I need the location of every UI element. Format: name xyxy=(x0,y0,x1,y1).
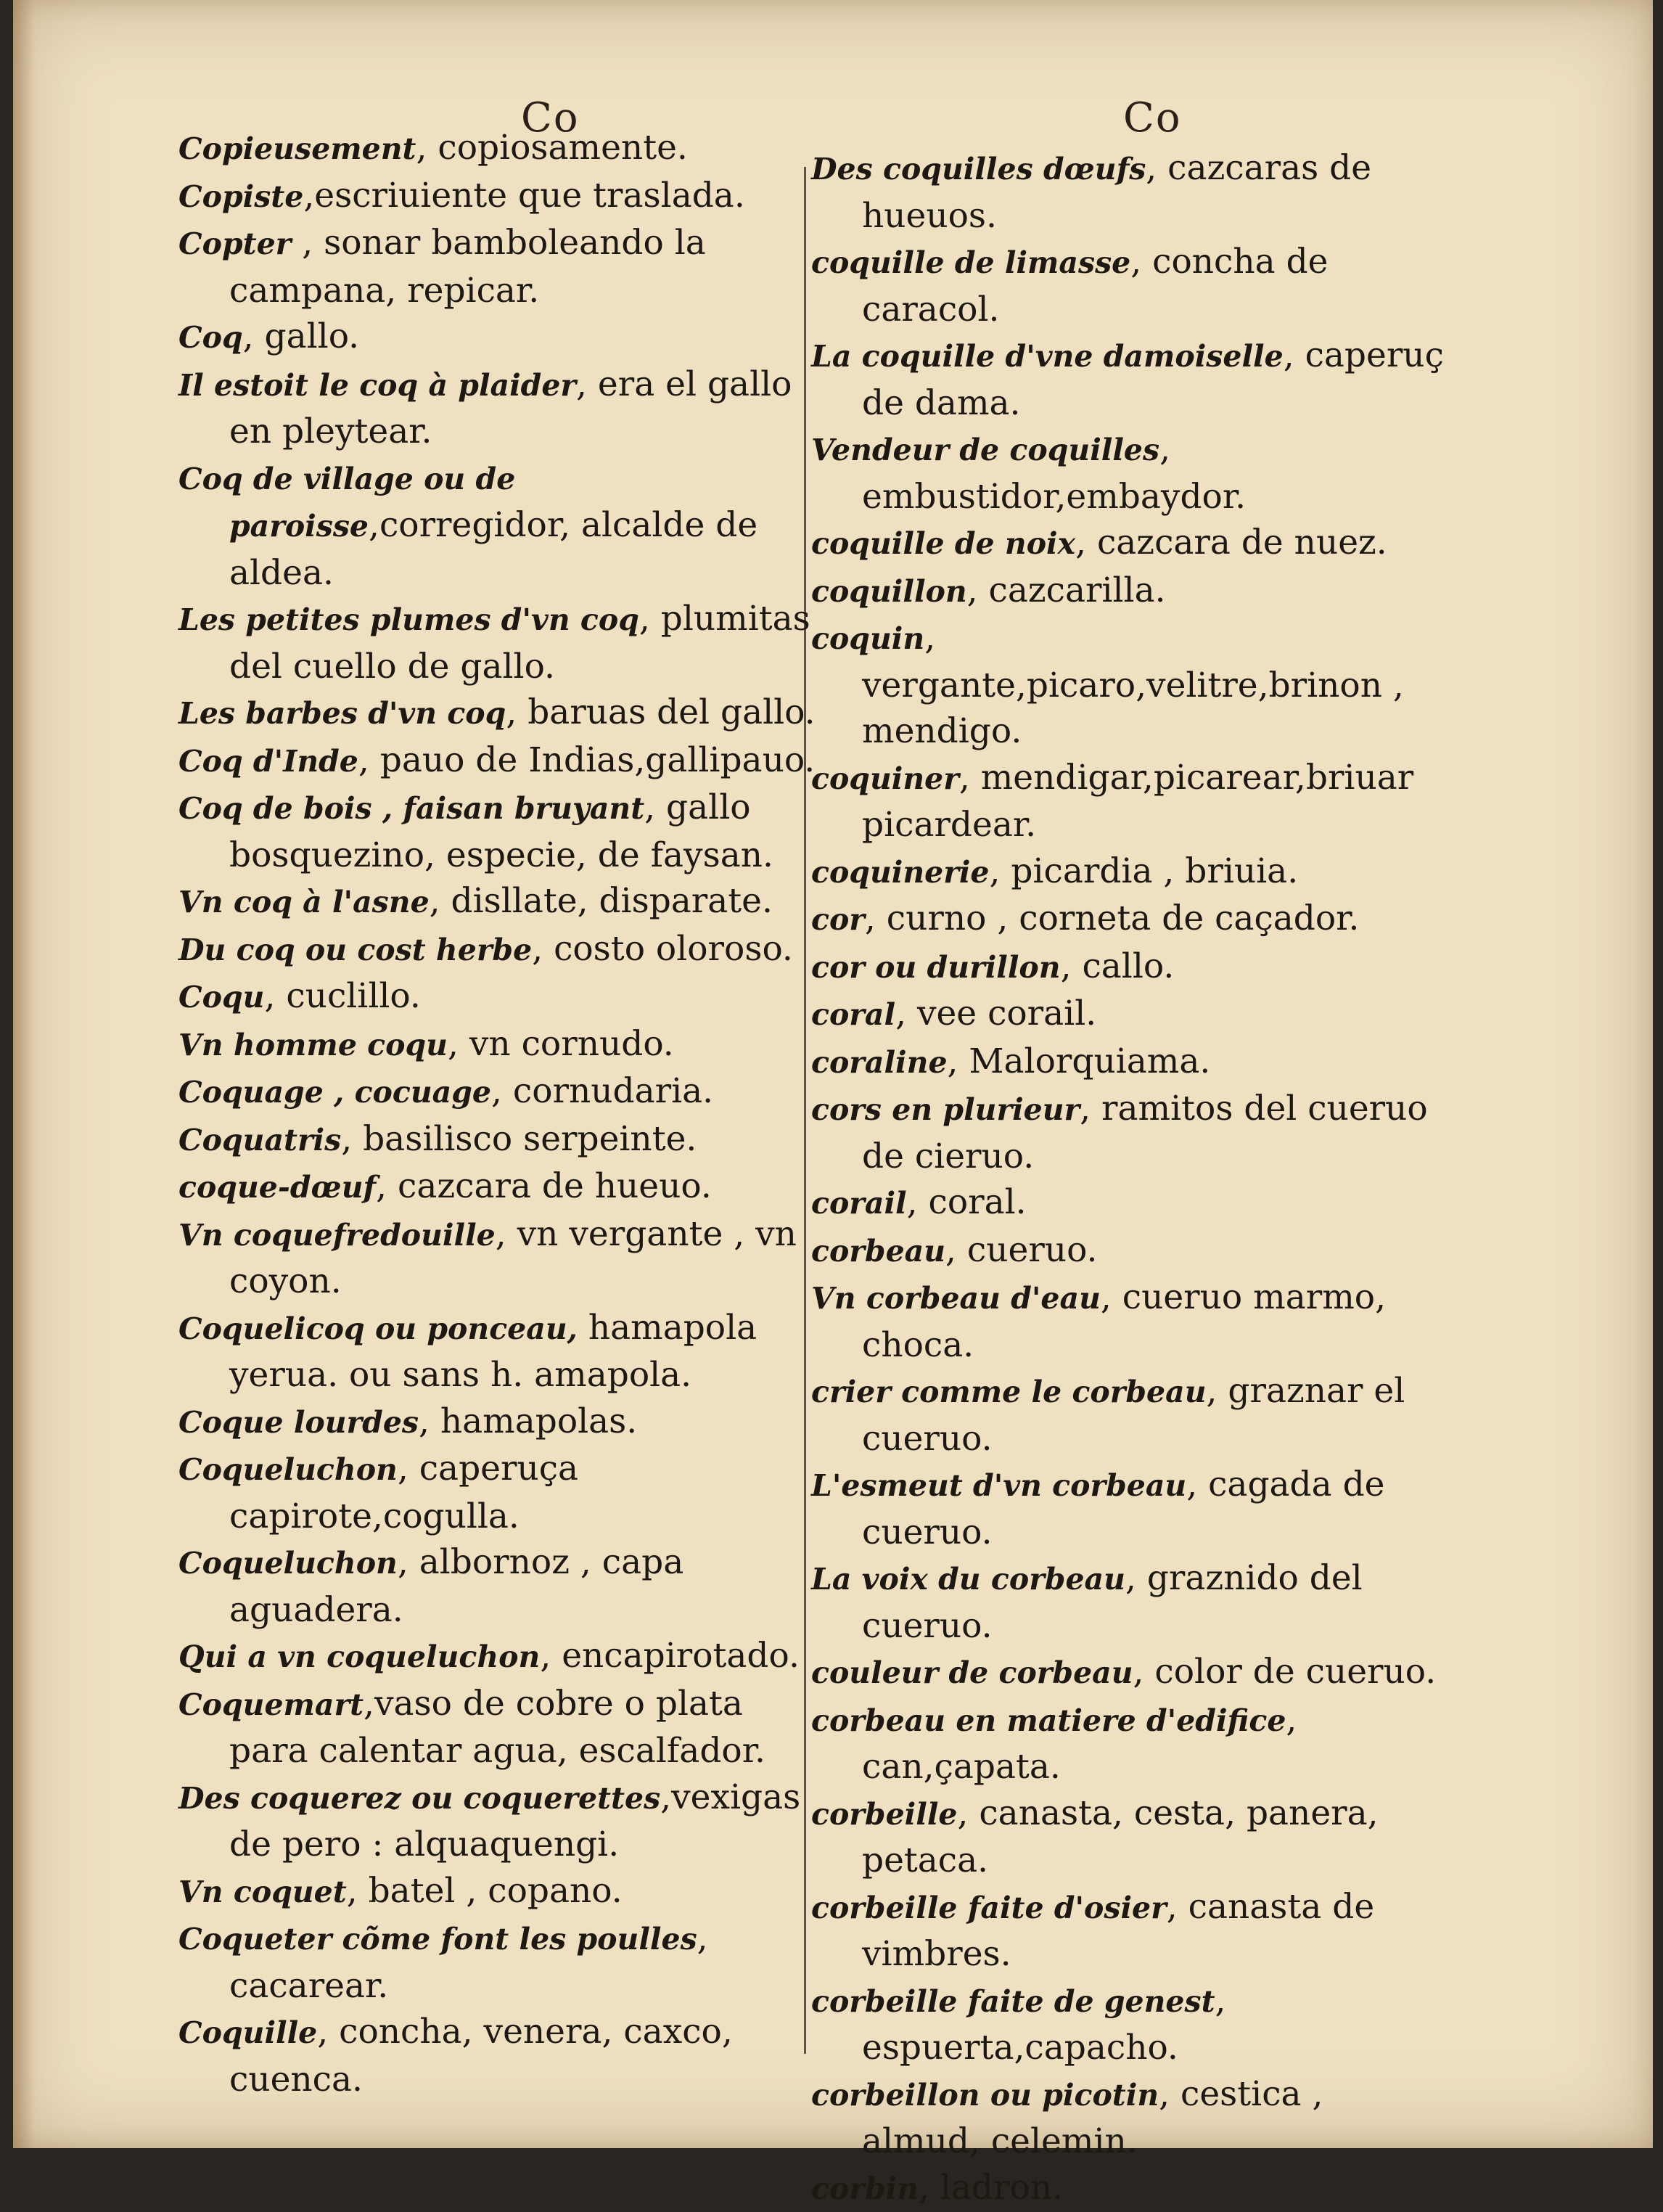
entry-headword: Vn homme coqu xyxy=(178,1028,448,1062)
dictionary-entry xyxy=(811,1274,1450,1368)
entry-definition: , plumitas del cuello de gallo. xyxy=(229,599,810,687)
entry-definition: , cazcara de nuez. xyxy=(1075,523,1387,562)
entry-headword: coraline xyxy=(811,1045,948,1080)
entry-headword: coque-dœuf xyxy=(178,1170,376,1205)
dictionary-entry xyxy=(811,332,1450,426)
entry-definition: , vee corail. xyxy=(895,994,1096,1033)
dictionary-entry xyxy=(811,1884,1450,1978)
entry-headword: Coquille xyxy=(178,2015,317,2050)
entry-definition: , costo oloroso. xyxy=(532,929,793,969)
left-column xyxy=(178,125,817,2102)
entry-headword: Copiste xyxy=(178,179,303,214)
entry-definition: , cagada de cueruo. xyxy=(862,1465,1385,1552)
entry-headword: coquillon xyxy=(811,574,967,609)
dictionary-entry xyxy=(811,520,1450,568)
dictionary-entry xyxy=(811,2071,1450,2165)
dictionary-entry xyxy=(178,1398,817,1446)
dictionary-entry xyxy=(178,1305,817,1398)
dictionary-entry xyxy=(811,426,1450,520)
entry-definition: , vergante,picaro,velitre,brinon , mendigo. xyxy=(862,618,1404,751)
entry-headword: cor ou durillon xyxy=(811,950,1061,985)
entry-headword: cors en plurieur xyxy=(811,1092,1080,1127)
dictionary-entry xyxy=(178,2009,817,2102)
dictionary-entry xyxy=(811,1086,1450,1179)
entry-definition: , sonar bamboleando la campana, repicar. xyxy=(229,223,706,311)
dictionary-entry xyxy=(178,785,817,878)
entry-definition: ,escriuiente que traslada. xyxy=(303,176,744,216)
entry-headword: Des coquilles dœufs xyxy=(811,152,1146,187)
dictionary-entry xyxy=(178,173,817,221)
right-column xyxy=(811,145,1450,2212)
entry-definition: , disllate, disparate. xyxy=(430,881,773,921)
entry-definition: , cestica , almud, celemin. xyxy=(862,2074,1323,2162)
dictionary-entry xyxy=(811,1697,1450,1790)
entry-definition: , encapirotado. xyxy=(540,1636,800,1676)
entry-definition: , callo. xyxy=(1061,946,1175,986)
entry-definition: , ladron. xyxy=(919,2168,1063,2208)
entry-headword: corail xyxy=(811,1186,907,1221)
dictionary-entry xyxy=(178,878,817,926)
entry-definition: , gallo bosquezino, especie, de faysan. xyxy=(229,787,773,875)
entry-headword: L'esmeut d'vn corbeau xyxy=(811,1468,1186,1503)
entry-headword: coquiner xyxy=(811,761,959,796)
entry-definition: , cueruo marmo, choca. xyxy=(862,1277,1386,1365)
entry-definition: , embustidor,embaydor. xyxy=(862,429,1246,517)
dictionary-entry xyxy=(811,943,1450,991)
entry-definition: , caperuça capirote,cogulla. xyxy=(229,1449,578,1536)
entry-headword: Coqueter cõme font les poulles xyxy=(178,1922,697,1957)
entry-definition: , copiosamente. xyxy=(416,128,688,168)
entry-headword: coquinerie xyxy=(811,855,990,890)
dictionary-entry xyxy=(811,568,1450,615)
entry-headword: corbeille faite de genest xyxy=(811,1984,1215,2019)
entry-definition: , coral. xyxy=(907,1182,1027,1222)
entry-definition: , cazcaras de hueuos. xyxy=(862,148,1371,236)
entry-headword: Du coq ou cost herbe xyxy=(178,933,532,967)
entry-definition: , basilisco serpeinte. xyxy=(341,1119,697,1159)
entry-headword: Copieusement xyxy=(178,131,416,166)
entry-headword: Vendeur de coquilles xyxy=(811,433,1159,467)
entry-definition: , canasta, cesta, panera, petaca. xyxy=(862,1793,1379,1881)
entry-headword: Des coquerez ou coquerettes xyxy=(178,1781,660,1816)
dictionary-entry xyxy=(178,1021,817,1069)
entry-headword: Il estoit le coq à plaider xyxy=(178,368,576,403)
dictionary-entry xyxy=(811,848,1450,896)
entry-headword: Qui a vn coqueluchon xyxy=(178,1639,540,1674)
entry-definition: , albornoz , capa aguadera. xyxy=(229,1542,683,1630)
entry-headword: Les petites plumes d'vn coq xyxy=(178,602,639,637)
dictionary-entry xyxy=(811,145,1450,239)
entry-definition: , Malorquiama. xyxy=(948,1041,1211,1081)
entry-headword: corbeillon ou picotin xyxy=(811,2078,1159,2113)
entry-headword: corbeau xyxy=(811,1234,945,1269)
right-column-header: Co xyxy=(1123,94,1182,142)
entry-headword: coral xyxy=(811,997,895,1032)
dictionary-entry xyxy=(178,1446,817,1539)
entry-definition: , ramitos del cueruo de cieruo. xyxy=(862,1089,1428,1176)
entry-definition: , color de cueruo. xyxy=(1133,1652,1437,1692)
entry-headword: cor xyxy=(811,902,865,937)
entry-definition: , mendigar,picarear,briuar picardear. xyxy=(862,758,1413,845)
entry-headword: corbeille faite d'osier xyxy=(811,1891,1167,1925)
dictionary-page xyxy=(13,0,1653,2148)
dictionary-entry xyxy=(811,1039,1450,1086)
entry-headword: crier comme le corbeau xyxy=(811,1375,1207,1409)
entry-headword: Vn coquefredouille xyxy=(178,1218,496,1253)
entry-definition: , cuclillo. xyxy=(264,976,420,1016)
entry-headword: coquille de noix xyxy=(811,526,1075,561)
entry-headword: Coq de village ou de paroisse xyxy=(178,462,515,544)
entry-definition: , pauo de Indias,gallipauo. xyxy=(358,740,815,780)
entry-definition: , picardia , briuia. xyxy=(990,851,1299,891)
entry-definition: , batel , copano. xyxy=(347,1871,623,1911)
entry-definition: , canasta de vimbres. xyxy=(862,1887,1374,1975)
entry-headword: Copter xyxy=(178,226,291,261)
entry-headword: corbin xyxy=(811,2171,919,2206)
entry-headword: coquin xyxy=(811,621,924,656)
entry-definition: , graznido del cueruo. xyxy=(862,1558,1363,1646)
dictionary-entry xyxy=(178,1774,817,1868)
entry-headword: Vn coq à l'asne xyxy=(178,885,430,919)
entry-headword: Coquemart xyxy=(178,1687,364,1722)
dictionary-entry xyxy=(178,1116,817,1164)
entry-headword: Coqueluchon xyxy=(178,1546,398,1581)
entry-headword: Coqu xyxy=(178,980,264,1015)
entry-definition: ,vaso de cobre o plata para calentar agua, escalfador. xyxy=(229,1684,765,1771)
dictionary-entry xyxy=(178,1633,817,1681)
entry-definition: , espuerta,capacho. xyxy=(862,1980,1225,2068)
entry-headword: Vn coquet xyxy=(178,1875,347,1909)
entry-definition: ,corregidor, alcalde de aldea. xyxy=(229,505,757,593)
entry-definition: , baruas del gallo. xyxy=(506,692,815,732)
entry-definition: , cacarear. xyxy=(229,1918,708,2006)
dictionary-entry xyxy=(178,1068,817,1116)
dictionary-entry xyxy=(178,1681,817,1774)
dictionary-entry xyxy=(811,1227,1450,1275)
entry-headword: corbeau en matiere d'edifice xyxy=(811,1703,1286,1738)
dictionary-entry xyxy=(178,455,817,597)
dictionary-entry xyxy=(178,361,817,455)
dictionary-entry xyxy=(178,1868,817,1916)
dictionary-entry xyxy=(178,220,817,314)
entry-headword: corbeille xyxy=(811,1797,957,1832)
left-column-header: Co xyxy=(521,94,580,142)
dictionary-entry xyxy=(811,1790,1450,1884)
entry-headword: Coquatris xyxy=(178,1123,341,1158)
dictionary-entry xyxy=(811,755,1450,848)
entry-definition: hamapola yerua. ou sans h. amapola. xyxy=(229,1308,757,1396)
entry-headword: Les barbes d'vn coq xyxy=(178,696,506,731)
entry-definition: , cazcara de hueuo. xyxy=(376,1166,712,1206)
dictionary-entry xyxy=(178,1163,817,1211)
entry-definition: , curno , corneta de caçador. xyxy=(865,898,1360,938)
entry-headword: couleur de corbeau xyxy=(811,1655,1133,1690)
dictionary-entry xyxy=(811,1368,1450,1462)
entry-headword: Coq xyxy=(178,320,243,355)
entry-headword: Coquage , cocuage xyxy=(178,1075,491,1110)
entry-definition: , caperuç de dama. xyxy=(862,335,1444,423)
dictionary-entry xyxy=(178,596,817,689)
entry-definition: , vn vergante , vn coyon. xyxy=(229,1214,797,1302)
entry-headword: Coq d'Inde xyxy=(178,744,358,779)
entry-headword: Coque lourdes xyxy=(178,1405,419,1440)
dictionary-entry xyxy=(811,239,1450,332)
dictionary-entry xyxy=(811,1555,1450,1649)
entry-definition: , hamapolas. xyxy=(419,1401,637,1441)
dictionary-entry xyxy=(178,1915,817,2009)
dictionary-entry xyxy=(811,991,1450,1039)
dictionary-entry xyxy=(178,926,817,974)
entry-definition: , cornudaria. xyxy=(491,1071,713,1111)
entry-definition: , vn cornudo. xyxy=(448,1024,674,1064)
entry-definition: ,vexigas de pero : alquaquengi. xyxy=(229,1777,800,1865)
entry-headword: La coquille d'vne damoiselle xyxy=(811,339,1284,374)
entry-definition: , gallo. xyxy=(243,316,359,356)
entry-definition: , cueruo. xyxy=(945,1230,1097,1270)
entry-headword: La voix du corbeau xyxy=(811,1562,1125,1597)
dictionary-entry xyxy=(178,689,817,737)
entry-definition: , cazcarilla. xyxy=(967,570,1166,610)
dictionary-entry xyxy=(811,1978,1450,2071)
dictionary-entry xyxy=(178,125,817,173)
dictionary-entry xyxy=(178,737,817,785)
entry-definition: , concha de caracol. xyxy=(862,242,1328,329)
dictionary-entry xyxy=(811,896,1450,943)
entry-headword: Coqueluchon xyxy=(178,1452,398,1487)
entry-definition: , era el gallo en pleytear. xyxy=(229,364,792,452)
entry-headword: Coquelicoq ou ponceau, xyxy=(178,1311,578,1346)
dictionary-entry xyxy=(178,973,817,1021)
entry-headword: Coq de bois , faisan bruyant xyxy=(178,791,644,826)
dictionary-entry xyxy=(811,1179,1450,1227)
dictionary-entry xyxy=(811,1649,1450,1697)
dictionary-entry xyxy=(811,1462,1450,1555)
entry-definition: , concha, venera, caxco, cuenca. xyxy=(229,2012,733,2100)
entry-definition: , graznar el cueruo. xyxy=(862,1371,1405,1459)
dictionary-entry xyxy=(178,1211,817,1305)
dictionary-entry xyxy=(811,615,1450,755)
entry-headword: Vn corbeau d'eau xyxy=(811,1281,1101,1316)
dictionary-entry xyxy=(811,2165,1450,2212)
dictionary-entry xyxy=(178,1539,817,1633)
entry-headword: coquille de limasse xyxy=(811,245,1130,280)
entry-definition: , can,çapata. xyxy=(862,1700,1297,1787)
dictionary-entry xyxy=(178,314,817,361)
